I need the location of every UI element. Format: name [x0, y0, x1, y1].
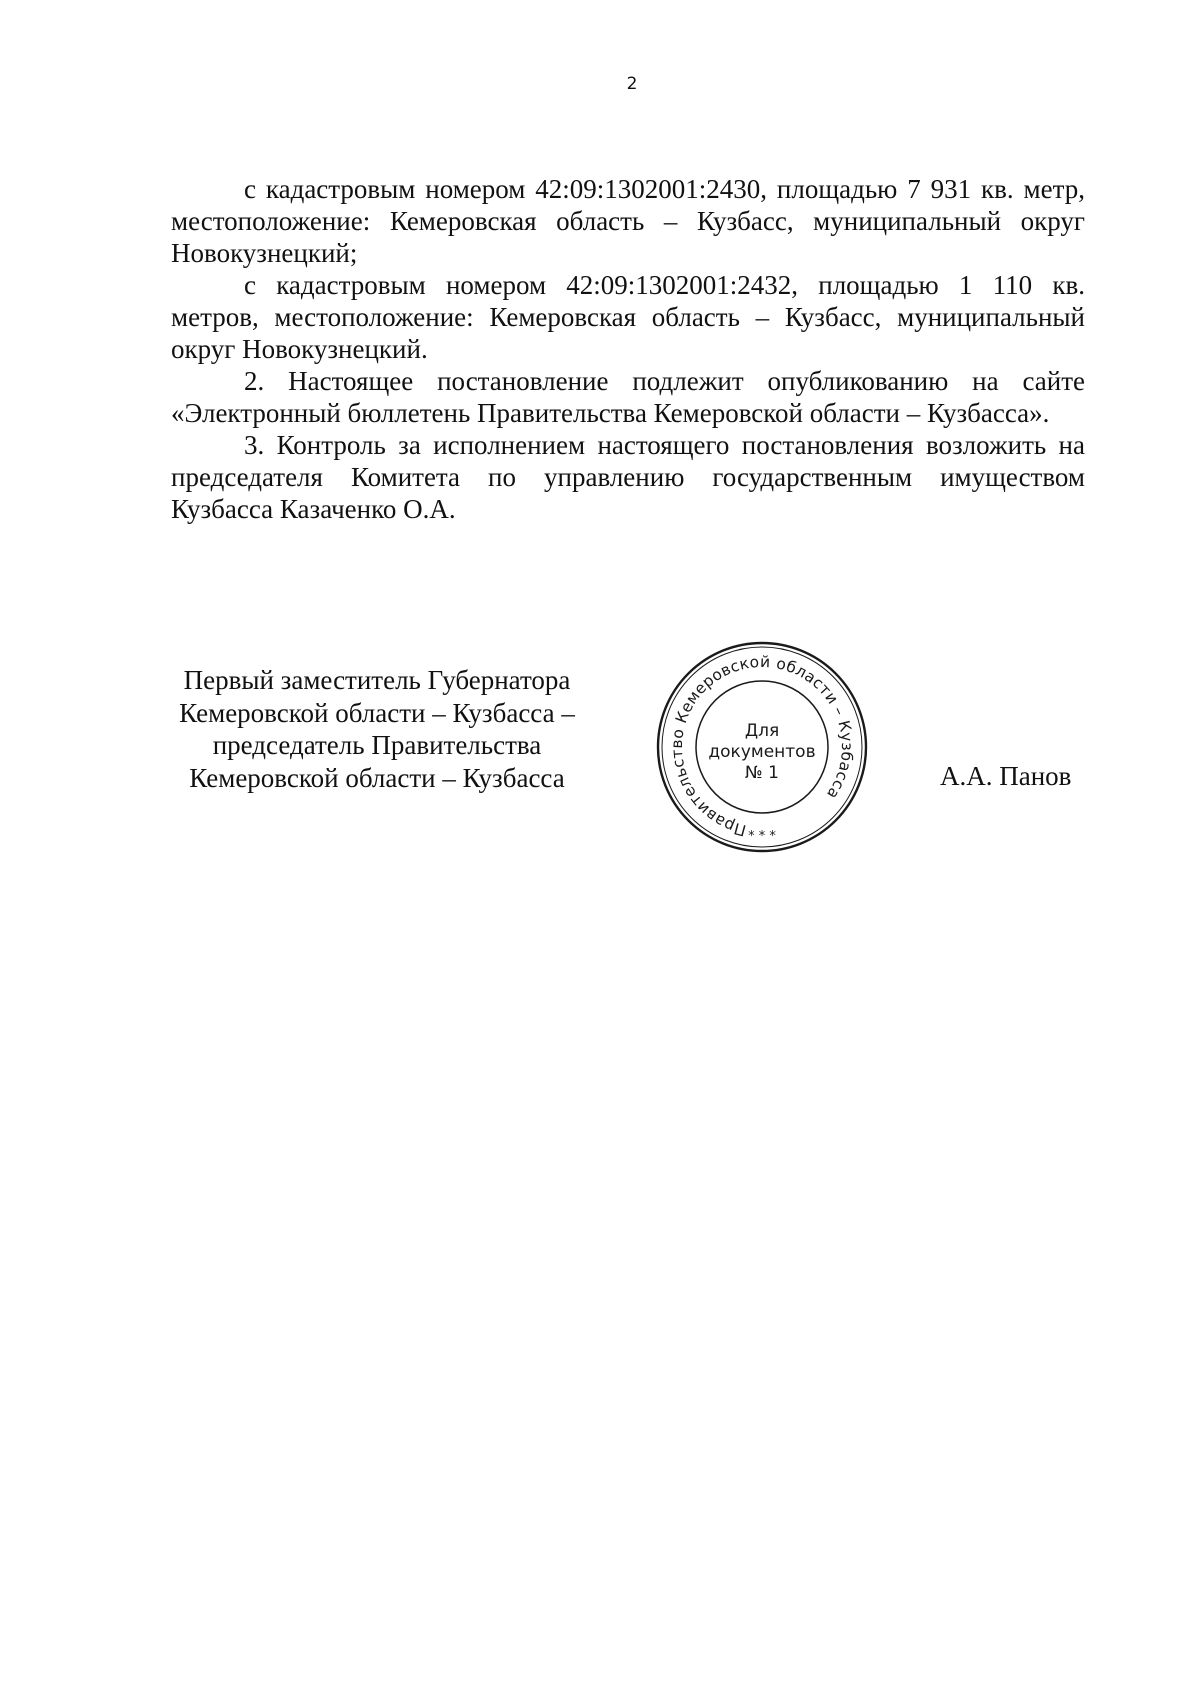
signature-title-line: Кемеровской области – Кузбасса	[189, 762, 565, 793]
paragraph-cadastral-2430: с кадастровым номером 42:09:1302001:2430, площадью 7 931 кв. метр, местоположение: Кемеровская область – Кузбасс, муниципальный округ Новокузнецкий;	[171, 174, 1085, 268]
paragraph-control: 3. Контроль за исполнением настоящего постановления возложить на председателя Комитета по управлению государственным имуществом Кузбасса Казаченко О.А.	[171, 430, 1085, 524]
seal-center-line: документов	[708, 742, 816, 762]
seal-graphic	[655, 640, 869, 854]
document-body	[171, 173, 1085, 525]
signature-title-line: председатель Правительства	[212, 730, 542, 760]
seal-ring-text: Правительство Кемеровской области – Кузбасса	[667, 652, 857, 840]
page-number: 2	[626, 74, 638, 94]
seal-center-line: Для	[744, 721, 780, 741]
paragraph-cadastral-2432: с кадастровым номером 42:09:1302001:2432, площадью 1 110 кв. метров, местоположение: Кемеровская область – Кузбасс, муниципальный округ Новокузнецкий.	[171, 270, 1085, 364]
official-seal	[655, 640, 869, 854]
signer-name: А.А. Панов	[940, 761, 1072, 791]
seal-center-line: № 1	[745, 763, 779, 783]
signature-title-line: Первый заместитель Губернатора	[183, 665, 571, 695]
paragraph-publication: 2. Настоящее постановление подлежит опубликованию на сайте «Электронный бюллетень Правительства Кемеровской области – Кузбасса».	[171, 366, 1085, 428]
seal-stars: * * *	[748, 829, 776, 844]
signature-title-line: Кемеровской области – Кузбасса –	[179, 697, 575, 728]
signature-title	[148, 664, 606, 794]
